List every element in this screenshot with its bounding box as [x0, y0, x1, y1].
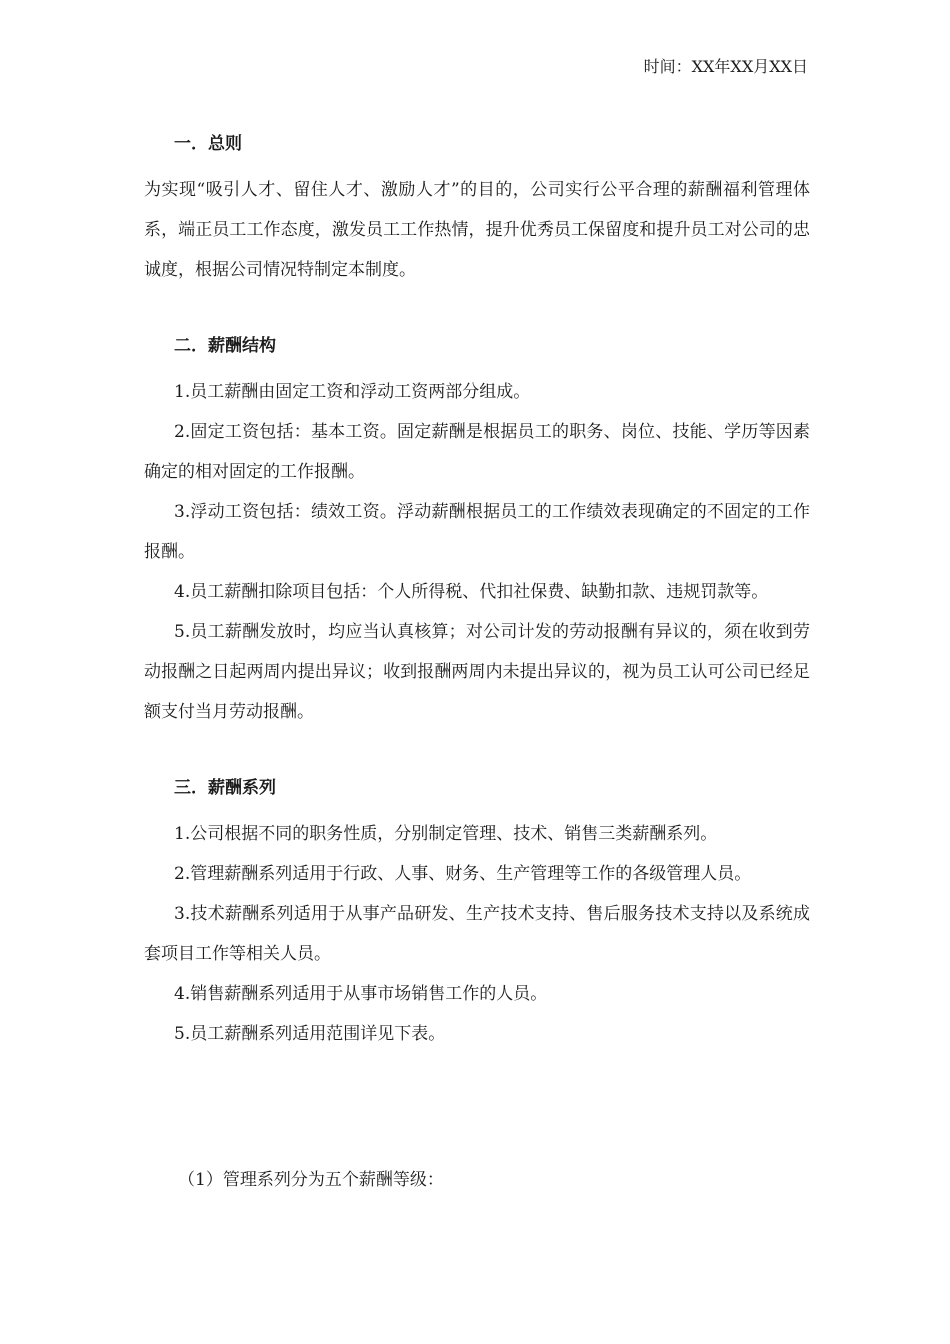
section-general — [144, 130, 810, 290]
paragraph: 1.公司根据不同的职务性质，分别制定管理、技术、销售三类薪酬系列。 — [174, 824, 718, 844]
section-series — [144, 774, 810, 1054]
section-structure — [144, 332, 810, 732]
paragraph: 5.员工薪酬发放时，均应当认真核算；对公司计发的劳动报酬有异议的，须在收到劳动报酬之日起两周内提出异议；收到报酬两周内未提出异议的，视为员工认可公司已经足额支付当月劳动报酬。 — [144, 622, 810, 722]
section-title-series: 三．薪酬系列 — [174, 778, 276, 798]
paragraph: 1.员工薪酬由固定工资和浮动工资两部分组成。 — [174, 382, 531, 402]
paragraph: 5.员工薪酬系列适用范围详见下表。 — [174, 1024, 446, 1044]
paragraph: 3.浮动工资包括：绩效工资。浮动薪酬根据员工的工作绩效表现确定的不固定的工作报酬。 — [144, 502, 810, 562]
paragraph: 2.管理薪酬系列适用于行政、人事、财务、生产管理等工作的各级管理人员。 — [174, 864, 752, 884]
paragraph: 2.固定工资包括：基本工资。固定薪酬是根据员工的职务、岗位、技能、学历等因素确定的相对固定的工作报酬。 — [144, 422, 810, 482]
paragraph: 为实现“吸引人才、留住人才、激励人才”的目的，公司实行公平合理的薪酬福利管理体系，端正员工工作态度，激发员工工作热情，提升优秀员工保留度和提升员工对公司的忠诚度，根据公司情况特制定本制度。 — [144, 180, 810, 280]
section-title-structure: 二．薪酬结构 — [174, 336, 276, 356]
document-date: 时间：XX年XX月XX日 — [643, 57, 808, 76]
paragraph: 3.技术薪酬系列适用于从事产品研发、生产技术支持、售后服务技术支持以及系统成套项目工作等相关人员。 — [144, 904, 810, 964]
paragraph: 4.销售薪酬系列适用于从事市场销售工作的人员。 — [174, 984, 548, 1004]
paragraph: 4.员工薪酬扣除项目包括：个人所得税、代扣社保费、缺勤扣款、违规罚款等。 — [174, 582, 769, 602]
subsection-management-levels: （1）管理系列分为五个薪酬等级： — [178, 1170, 444, 1190]
section-title-general: 一．总则 — [174, 134, 242, 154]
document-body — [144, 130, 810, 1096]
